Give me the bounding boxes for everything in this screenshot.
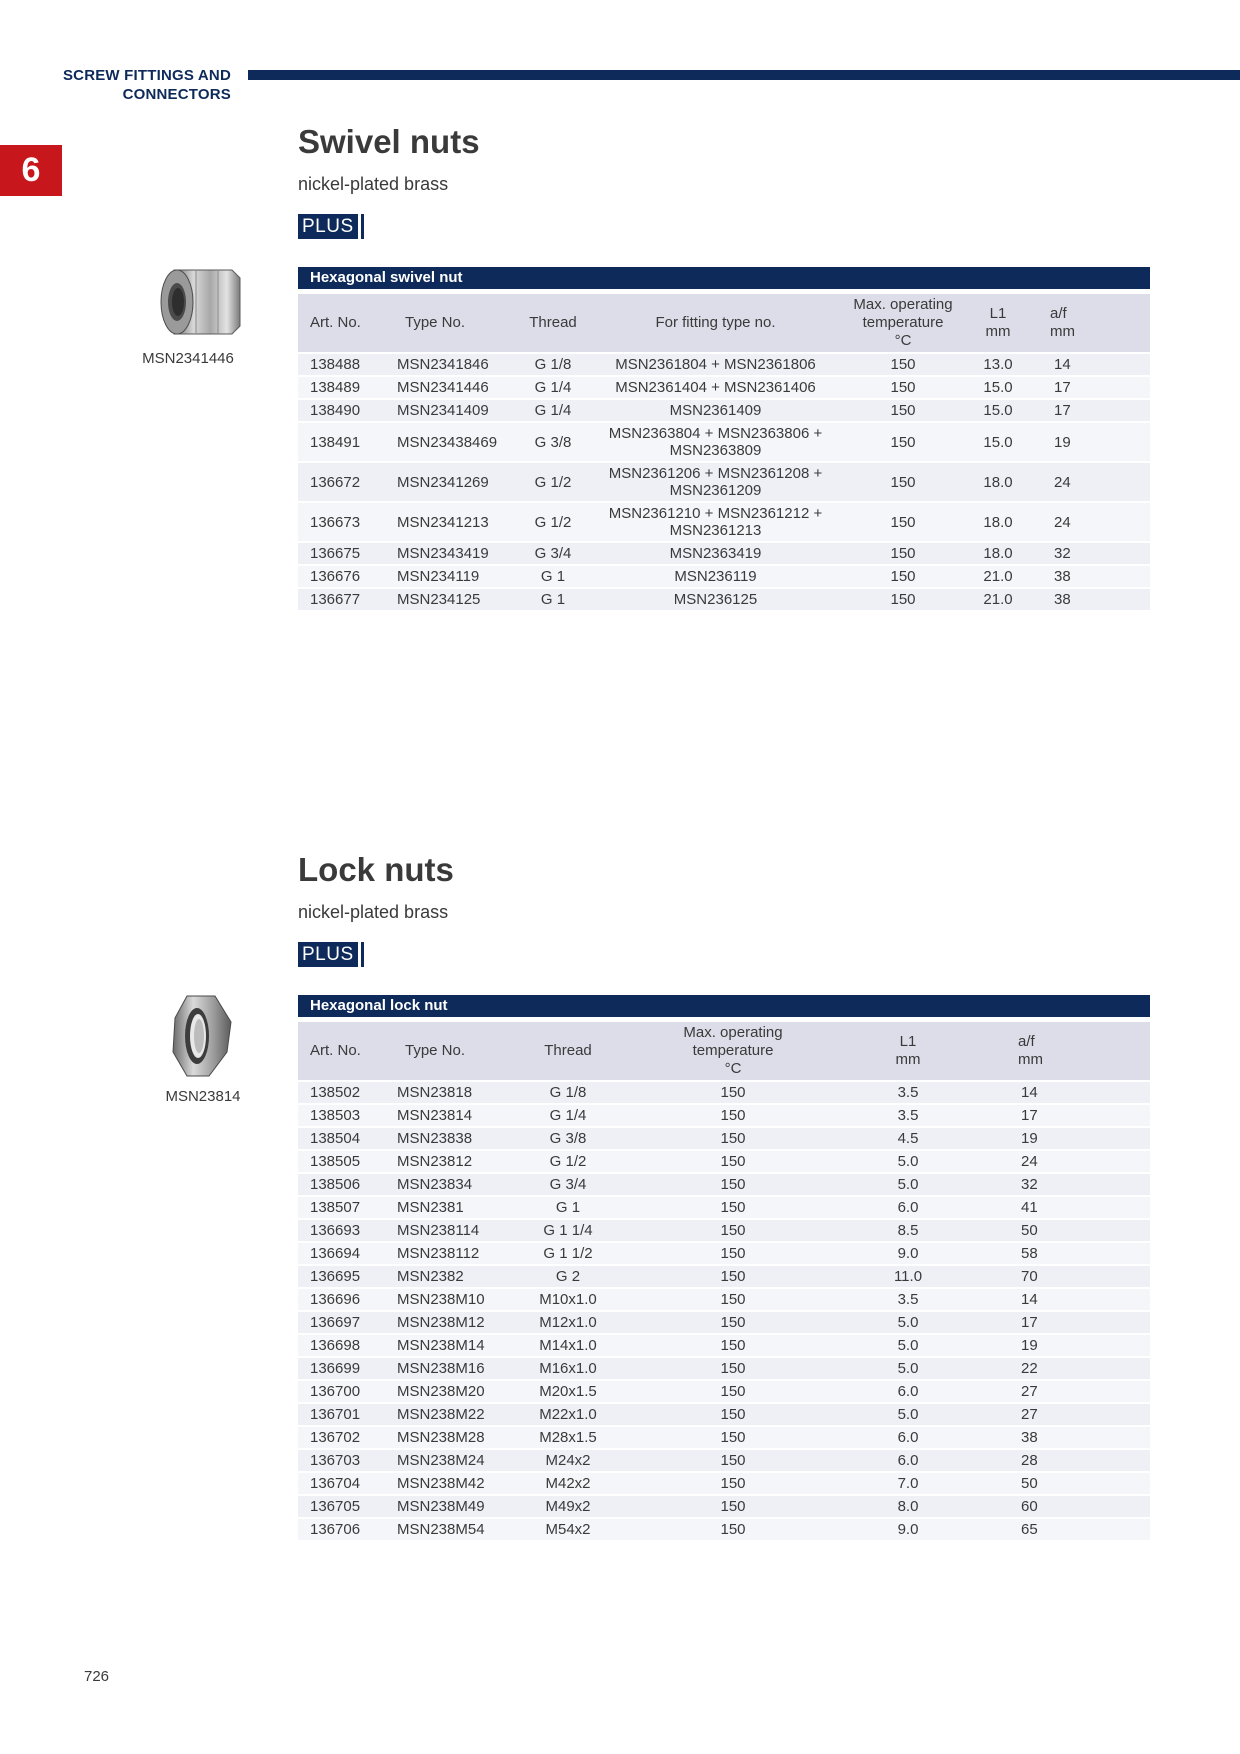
table-row	[298, 1196, 1150, 1219]
swivel-image-caption: MSN2341446	[142, 350, 234, 367]
table-row	[298, 1150, 1150, 1173]
table-row	[298, 1426, 1150, 1449]
table-row	[298, 1081, 1150, 1104]
page-number: 726	[84, 1668, 110, 1685]
thread-cell: G 1	[513, 1196, 623, 1219]
fitting-type-line: MSN2363419	[669, 545, 762, 562]
table-row	[298, 1403, 1150, 1426]
max-temp-cell: 150	[838, 462, 968, 502]
type-no-cell: MSN238M14	[393, 1334, 513, 1357]
plus-badge-bar	[361, 214, 364, 239]
thread-cell: G 1/4	[513, 376, 593, 399]
chapter-tab[interactable]: 6	[0, 145, 62, 196]
max-temp-cell: 150	[623, 1311, 843, 1334]
art-no-cell: 136695	[298, 1265, 393, 1288]
table-row	[298, 376, 1150, 399]
art-no-cell: 136676	[298, 565, 393, 588]
table-row	[298, 462, 1150, 502]
table-row	[298, 542, 1150, 565]
af-cell: 14	[973, 1081, 1150, 1104]
col-art-no: Art. No.	[298, 294, 393, 353]
max-temp-cell: 150	[623, 1265, 843, 1288]
swivel-table-title: Hexagonal swivel nut	[298, 267, 1150, 289]
max-temp-cell: 150	[623, 1242, 843, 1265]
fitting-type-cell	[593, 502, 838, 542]
lock-subtitle: nickel-plated brass	[298, 902, 449, 922]
af-cell: 28	[973, 1449, 1150, 1472]
art-no-cell: 136706	[298, 1518, 393, 1540]
table-row	[298, 1311, 1150, 1334]
max-temp-cell: 150	[623, 1081, 843, 1104]
art-no-cell: 138490	[298, 399, 393, 422]
l1-cell: 5.0	[843, 1357, 973, 1380]
thread-cell: G 1/4	[513, 1104, 623, 1127]
art-no-cell: 138488	[298, 353, 393, 376]
max-temp-cell: 150	[838, 502, 968, 542]
table-row	[298, 1219, 1150, 1242]
art-no-cell: 138491	[298, 422, 393, 462]
lock-plus-badge	[298, 942, 364, 967]
max-temp-cell: 150	[623, 1472, 843, 1495]
l1-cell: 18.0	[968, 462, 1028, 502]
max-temp-cell: 150	[623, 1334, 843, 1357]
fitting-type-cell	[593, 422, 838, 462]
art-no-cell: 136699	[298, 1357, 393, 1380]
section-header	[40, 66, 231, 104]
art-no-cell: 136677	[298, 588, 393, 610]
art-no-cell: 138502	[298, 1081, 393, 1104]
thread-cell: G 3/4	[513, 542, 593, 565]
col-max-temp: Max. operating temperature °C	[838, 294, 968, 353]
type-no-cell: MSN2341846	[393, 353, 513, 376]
l1-cell: 6.0	[843, 1196, 973, 1219]
l1-cell: 21.0	[968, 565, 1028, 588]
max-temp-cell: 150	[838, 399, 968, 422]
lock-table	[298, 1022, 1150, 1540]
fitting-type-line: MSN2361213	[669, 522, 762, 539]
col-af: a/f mm	[1028, 294, 1150, 353]
type-no-cell: MSN23814	[393, 1104, 513, 1127]
plus-badge-label: PLUS	[298, 214, 358, 239]
type-no-cell: MSN238M42	[393, 1472, 513, 1495]
table-row	[298, 1288, 1150, 1311]
max-temp-cell: 150	[623, 1403, 843, 1426]
l1-cell: 3.5	[843, 1104, 973, 1127]
table-row	[298, 1334, 1150, 1357]
type-no-cell: MSN238M16	[393, 1357, 513, 1380]
thread-cell: G 3/8	[513, 422, 593, 462]
af-cell: 19	[973, 1127, 1150, 1150]
fitting-type-line: MSN2361804 + MSN2361806	[615, 356, 816, 373]
l1-cell: 21.0	[968, 588, 1028, 610]
max-temp-cell: 150	[623, 1380, 843, 1403]
thread-cell: G 1	[513, 565, 593, 588]
type-no-cell: MSN23812	[393, 1150, 513, 1173]
max-temp-cell: 150	[623, 1173, 843, 1196]
max-temp-cell: 150	[838, 588, 968, 610]
type-no-cell: MSN234119	[393, 565, 513, 588]
af-cell: 17	[1028, 399, 1150, 422]
swivel-plus-badge	[298, 214, 364, 239]
max-temp-cell: 150	[623, 1150, 843, 1173]
fitting-type-cell	[593, 399, 838, 422]
af-cell: 32	[973, 1173, 1150, 1196]
af-cell: 24	[1028, 462, 1150, 502]
type-no-cell: MSN238M54	[393, 1518, 513, 1540]
af-cell: 50	[973, 1219, 1150, 1242]
type-no-cell: MSN2341269	[393, 462, 513, 502]
swivel-table-block	[298, 267, 1150, 610]
art-no-cell: 136704	[298, 1472, 393, 1495]
l1-cell: 7.0	[843, 1472, 973, 1495]
af-cell: 50	[973, 1472, 1150, 1495]
table-row	[298, 1265, 1150, 1288]
max-temp-cell: 150	[623, 1104, 843, 1127]
max-temp-cell: 150	[623, 1219, 843, 1242]
af-cell: 17	[1028, 376, 1150, 399]
af-cell: 58	[973, 1242, 1150, 1265]
l1-cell: 8.5	[843, 1219, 973, 1242]
col-thread: Thread	[513, 1022, 623, 1081]
thread-cell: M16x1.0	[513, 1357, 623, 1380]
art-no-cell: 136700	[298, 1380, 393, 1403]
l1-cell: 4.5	[843, 1127, 973, 1150]
max-temp-cell: 150	[623, 1495, 843, 1518]
type-no-cell: MSN238M49	[393, 1495, 513, 1518]
col-fitting-type: For fitting type no.	[593, 294, 838, 353]
l1-cell: 6.0	[843, 1449, 973, 1472]
max-temp-cell: 150	[623, 1127, 843, 1150]
table-row	[298, 588, 1150, 610]
table-row	[298, 1127, 1150, 1150]
section-header-line2: CONNECTORS	[122, 86, 231, 103]
table-row	[298, 399, 1150, 422]
l1-cell: 9.0	[843, 1242, 973, 1265]
swivel-nut-image	[150, 262, 255, 342]
thread-cell: G 2	[513, 1265, 623, 1288]
l1-cell: 15.0	[968, 399, 1028, 422]
af-cell: 17	[973, 1311, 1150, 1334]
table-row	[298, 1449, 1150, 1472]
l1-cell: 15.0	[968, 376, 1028, 399]
col-l1: L1 mm	[968, 294, 1028, 353]
type-no-cell: MSN238M12	[393, 1311, 513, 1334]
art-no-cell: 136698	[298, 1334, 393, 1357]
af-cell: 38	[1028, 565, 1150, 588]
art-no-cell: 136697	[298, 1311, 393, 1334]
art-no-cell: 136693	[298, 1219, 393, 1242]
thread-cell: G 1/2	[513, 1150, 623, 1173]
af-cell: 60	[973, 1495, 1150, 1518]
type-no-cell: MSN238M24	[393, 1449, 513, 1472]
col-max-temp: Max. operating temperature °C	[623, 1022, 843, 1081]
type-no-cell: MSN2341446	[393, 376, 513, 399]
max-temp-cell: 150	[623, 1288, 843, 1311]
af-cell: 19	[1028, 422, 1150, 462]
thread-cell: G 3/8	[513, 1127, 623, 1150]
art-no-cell: 136694	[298, 1242, 393, 1265]
max-temp-cell: 150	[623, 1518, 843, 1540]
art-no-cell: 136703	[298, 1449, 393, 1472]
table-row	[298, 1495, 1150, 1518]
thread-cell: M49x2	[513, 1495, 623, 1518]
type-no-cell: MSN238M28	[393, 1426, 513, 1449]
swivel-title: Swivel nuts	[298, 123, 480, 160]
lock-nut-image	[165, 990, 240, 1080]
art-no-cell: 136701	[298, 1403, 393, 1426]
af-cell: 24	[1028, 502, 1150, 542]
max-temp-cell: 150	[623, 1426, 843, 1449]
thread-cell: G 1	[513, 588, 593, 610]
fitting-type-line: MSN236125	[673, 591, 758, 608]
max-temp-cell: 150	[838, 353, 968, 376]
col-af: a/f mm	[973, 1022, 1150, 1081]
af-cell: 22	[973, 1357, 1150, 1380]
type-no-cell: MSN238112	[393, 1242, 513, 1265]
thread-cell: M54x2	[513, 1518, 623, 1540]
thread-cell: G 1 1/4	[513, 1219, 623, 1242]
thread-cell: M24x2	[513, 1449, 623, 1472]
table-row	[298, 1242, 1150, 1265]
fitting-type-line: MSN236119	[674, 568, 757, 585]
af-cell: 14	[1028, 353, 1150, 376]
type-no-cell: MSN2381	[393, 1196, 513, 1219]
type-no-cell: MSN23838	[393, 1127, 513, 1150]
af-cell: 65	[973, 1518, 1150, 1540]
fitting-type-cell	[593, 542, 838, 565]
fitting-type-cell	[593, 462, 838, 502]
max-temp-cell: 150	[838, 422, 968, 462]
af-cell: 19	[973, 1334, 1150, 1357]
table-header-row	[298, 1022, 1150, 1081]
type-no-cell: MSN238M20	[393, 1380, 513, 1403]
table-row	[298, 1173, 1150, 1196]
col-art-no: Art. No.	[298, 1022, 393, 1081]
type-no-cell: MSN23818	[393, 1081, 513, 1104]
table-row	[298, 1357, 1150, 1380]
max-temp-cell: 150	[623, 1357, 843, 1380]
l1-cell: 5.0	[843, 1334, 973, 1357]
thread-cell: G 1/2	[513, 502, 593, 542]
fitting-type-line: MSN2361409	[669, 402, 762, 419]
art-no-cell: 136673	[298, 502, 393, 542]
thread-cell: G 1 1/2	[513, 1242, 623, 1265]
table-header-row	[298, 294, 1150, 353]
type-no-cell: MSN238114	[393, 1219, 513, 1242]
art-no-cell: 138504	[298, 1127, 393, 1150]
col-l1: L1 mm	[843, 1022, 973, 1081]
type-no-cell: MSN2341213	[393, 502, 513, 542]
max-temp-cell: 150	[623, 1449, 843, 1472]
type-no-cell: MSN2382	[393, 1265, 513, 1288]
l1-cell: 8.0	[843, 1495, 973, 1518]
thread-cell: M20x1.5	[513, 1380, 623, 1403]
col-thread: Thread	[513, 294, 593, 353]
thread-cell: M12x1.0	[513, 1311, 623, 1334]
section-header-line1: SCREW FITTINGS AND	[62, 67, 231, 84]
l1-cell: 11.0	[843, 1265, 973, 1288]
l1-cell: 3.5	[843, 1288, 973, 1311]
art-no-cell: 136672	[298, 462, 393, 502]
max-temp-cell: 150	[838, 565, 968, 588]
art-no-cell: 138506	[298, 1173, 393, 1196]
l1-cell: 13.0	[968, 353, 1028, 376]
art-no-cell: 136705	[298, 1495, 393, 1518]
table-row	[298, 1104, 1150, 1127]
table-row	[298, 502, 1150, 542]
table-row	[298, 422, 1150, 462]
fitting-type-line: MSN2361209	[669, 482, 762, 499]
fitting-type-line: MSN2363804 + MSN2363806 +	[608, 425, 823, 442]
af-cell: 14	[973, 1288, 1150, 1311]
l1-cell: 3.5	[843, 1081, 973, 1104]
plus-badge-label: PLUS	[298, 942, 358, 967]
af-cell: 70	[973, 1265, 1150, 1288]
l1-cell: 9.0	[843, 1518, 973, 1540]
table-row	[298, 565, 1150, 588]
art-no-cell: 138507	[298, 1196, 393, 1219]
l1-cell: 15.0	[968, 422, 1028, 462]
thread-cell: M28x1.5	[513, 1426, 623, 1449]
max-temp-cell: 150	[623, 1196, 843, 1219]
col-type-no: Type No.	[393, 294, 513, 353]
art-no-cell: 136696	[298, 1288, 393, 1311]
art-no-cell: 138503	[298, 1104, 393, 1127]
swivel-subtitle: nickel-plated brass	[298, 174, 449, 194]
l1-cell: 5.0	[843, 1150, 973, 1173]
table-row	[298, 353, 1150, 376]
lock-table-title: Hexagonal lock nut	[298, 995, 1150, 1017]
thread-cell: G 1/8	[513, 353, 593, 376]
max-temp-cell: 150	[838, 542, 968, 565]
fitting-type-cell	[593, 376, 838, 399]
type-no-cell: MSN2343419	[393, 542, 513, 565]
table-row	[298, 1472, 1150, 1495]
thread-cell: M10x1.0	[513, 1288, 623, 1311]
fitting-type-cell	[593, 588, 838, 610]
table-row	[298, 1380, 1150, 1403]
header-rule	[248, 70, 1240, 80]
l1-cell: 6.0	[843, 1380, 973, 1403]
max-temp-cell: 150	[838, 376, 968, 399]
af-cell: 17	[973, 1104, 1150, 1127]
table-row	[298, 1518, 1150, 1540]
l1-cell: 5.0	[843, 1173, 973, 1196]
thread-cell: M22x1.0	[513, 1403, 623, 1426]
thread-cell: G 1/2	[513, 462, 593, 502]
art-no-cell: 136675	[298, 542, 393, 565]
type-no-cell: MSN234125	[393, 588, 513, 610]
l1-cell: 18.0	[968, 502, 1028, 542]
thread-cell: G 1/8	[513, 1081, 623, 1104]
fitting-type-cell	[593, 565, 838, 588]
art-no-cell: 138505	[298, 1150, 393, 1173]
af-cell: 41	[973, 1196, 1150, 1219]
af-cell: 32	[1028, 542, 1150, 565]
swivel-table	[298, 294, 1150, 610]
type-no-cell: MSN23438469	[393, 422, 513, 462]
af-cell: 38	[973, 1426, 1150, 1449]
fitting-type-line: MSN2363809	[669, 442, 762, 459]
plus-badge-bar	[361, 942, 364, 967]
type-no-cell: MSN238M10	[393, 1288, 513, 1311]
art-no-cell: 136702	[298, 1426, 393, 1449]
fitting-type-line: MSN2361210 + MSN2361212 +	[608, 505, 823, 522]
lock-image-caption: MSN23814	[165, 1088, 241, 1105]
l1-cell: 18.0	[968, 542, 1028, 565]
l1-cell: 5.0	[843, 1311, 973, 1334]
thread-cell: G 1/4	[513, 399, 593, 422]
af-cell: 38	[1028, 588, 1150, 610]
fitting-type-line: MSN2361206 + MSN2361208 +	[608, 465, 823, 482]
lock-title: Lock nuts	[298, 851, 454, 888]
thread-cell: M42x2	[513, 1472, 623, 1495]
type-no-cell: MSN238M22	[393, 1403, 513, 1426]
af-cell: 27	[973, 1380, 1150, 1403]
af-cell: 27	[973, 1403, 1150, 1426]
fitting-type-cell	[593, 353, 838, 376]
af-cell: 24	[973, 1150, 1150, 1173]
lock-table-block	[298, 995, 1150, 1540]
thread-cell: G 3/4	[513, 1173, 623, 1196]
l1-cell: 6.0	[843, 1426, 973, 1449]
art-no-cell: 138489	[298, 376, 393, 399]
col-type-no: Type No.	[393, 1022, 513, 1081]
thread-cell: M14x1.0	[513, 1334, 623, 1357]
l1-cell: 5.0	[843, 1403, 973, 1426]
type-no-cell: MSN2341409	[393, 399, 513, 422]
type-no-cell: MSN23834	[393, 1173, 513, 1196]
fitting-type-line: MSN2361404 + MSN2361406	[615, 379, 816, 396]
